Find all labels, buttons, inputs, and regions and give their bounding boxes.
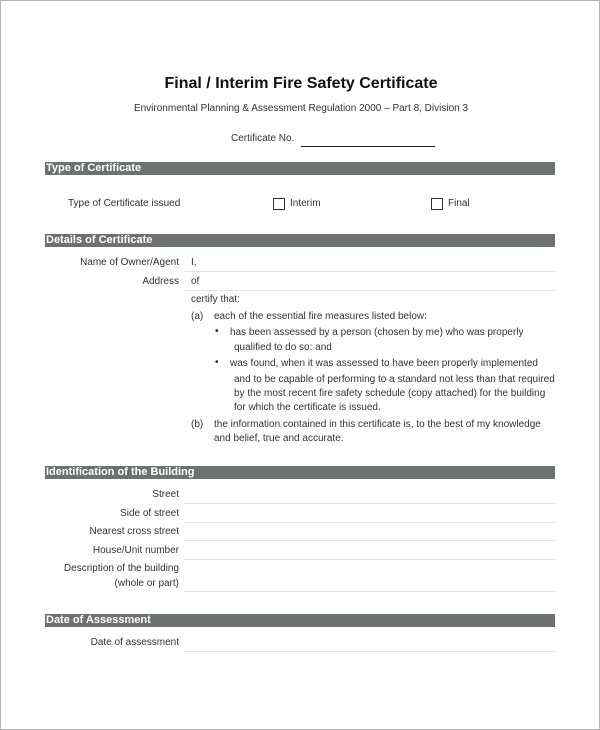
address-field[interactable] [184,290,556,291]
page-title: Final / Interim Fire Safety Certificate [164,75,438,92]
item-a-marker: (a) [191,311,204,322]
side-of-street-label: Side of street [120,508,179,519]
address-label: Address [142,276,179,287]
street-field[interactable] [184,503,556,504]
date-of-assessment-field[interactable] [184,651,556,652]
owner-field[interactable] [184,271,556,272]
final-checkbox[interactable] [431,198,443,210]
bullet-1-line-2: qualified to do so: and [234,342,332,353]
bullet-2-line-1: was found, when it was assessed to have been properly implemented [230,358,538,369]
address-prefix: of [191,276,200,287]
house-number-field[interactable] [184,559,556,560]
section-header-assessment: Date of Assessment [45,614,555,627]
description-field[interactable] [184,591,556,592]
cross-street-label: Nearest cross street [89,526,179,537]
date-of-assessment-label: Date of assessment [90,637,179,648]
interim-checkbox[interactable] [273,198,285,210]
bullet-1-line-1: has been assessed by a person (chosen by me) who was properly [230,327,524,338]
owner-prefix: I, [191,257,197,268]
owner-label: Name of Owner/Agent [80,257,179,268]
type-issued-label: Type of Certificate issued [68,198,181,209]
section-header-details: Details of Certificate [45,234,555,247]
bullet-2: • [215,357,219,368]
bullet-2-line-4: for which the certificate is issued. [234,402,381,413]
item-a-text: each of the essential fire measures listed below: [214,311,427,322]
description-label-line-1: Description of the building [63,563,179,574]
section-header-building: Identification of the Building [45,466,555,479]
bullet-2-line-3: by the most recent fire safety schedule (copy attached) for the building [234,388,546,399]
cross-street-field[interactable] [184,540,556,541]
bullet-2-line-2: and to be capable of performing to a standard not less than that required [234,374,555,385]
item-b-line-1: the information contained in this certificate is, to the best of my knowledge [214,419,541,430]
final-label: Final [448,198,470,209]
certificate-no-field[interactable] [301,146,435,147]
item-b-line-2: and belief, true and accurate. [214,433,344,444]
interim-label: Interim [290,198,321,209]
house-number-label: House/Unit number [92,545,179,556]
page-subtitle: Environmental Planning & Assessment Regulation 2000 – Part 8, Division 3 [133,103,469,114]
bullet-1: • [215,326,219,337]
section-header-type: Type of Certificate [45,162,555,175]
certify-text: certify that: [191,294,240,305]
description-label-line-2: (whole or part) [114,578,179,589]
street-label: Street [152,489,179,500]
certificate-no-label: Certificate No. [231,133,295,144]
item-b-marker: (b) [191,419,204,430]
side-of-street-field[interactable] [184,522,556,523]
